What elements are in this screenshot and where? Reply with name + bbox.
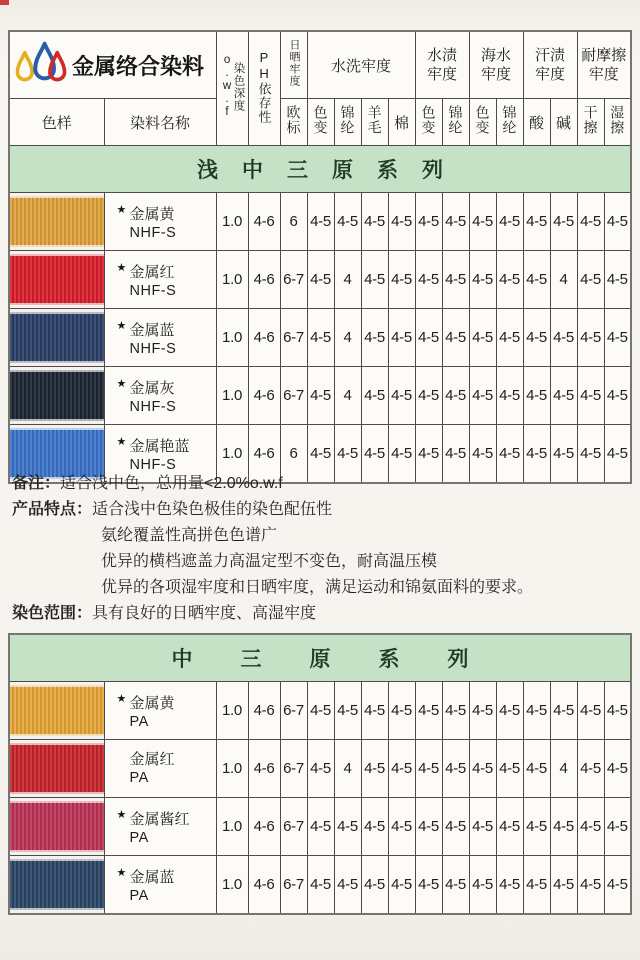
fastness-value: 4-5 (577, 740, 604, 798)
dye-name-cell (104, 798, 216, 856)
dye-row (9, 682, 631, 740)
fastness-value: 4-5 (415, 251, 442, 309)
brand-logo-droplets-icon (10, 39, 72, 91)
fastness-value: 4-5 (442, 798, 469, 856)
fastness-value: 4-5 (469, 193, 496, 251)
col-header-sweat-alkali: 碱 (550, 99, 577, 146)
col-header-sweat-acid: 酸 (523, 99, 550, 146)
col-header-sample: 色样 (9, 99, 104, 146)
star-icon: ★ (116, 319, 127, 332)
fabric-color-swatch (10, 801, 104, 852)
fastness-value: 4-5 (334, 856, 361, 915)
note-range (12, 601, 628, 627)
fastness-value: 6 (280, 193, 307, 251)
color-swatch-cell (9, 309, 104, 367)
fastness-value: 4-5 (307, 856, 334, 915)
dye-name-cell (104, 682, 216, 740)
fastness-value: 4-6 (248, 193, 280, 251)
fastness-value: 1.0 (216, 682, 248, 740)
dye-name-cell (104, 740, 216, 798)
star-icon: ★ (116, 203, 127, 216)
fastness-value: 4-5 (442, 425, 469, 484)
fastness-value: 4-5 (388, 251, 415, 309)
dye-name-cell (104, 193, 216, 251)
dye-code: NHF-S (129, 398, 177, 415)
note-feature-line: 优异的横档遮盖力高温定型不变色，耐高温压模 (101, 553, 438, 570)
dye-name-cell (104, 309, 216, 367)
col-header-water-shade: 色变 (415, 99, 442, 146)
note-remark (12, 471, 628, 497)
fastness-value: 4-5 (334, 193, 361, 251)
col-header-ph: PH依存性 (248, 31, 280, 146)
fastness-value: 4-5 (469, 367, 496, 425)
fastness-value: 4-5 (469, 856, 496, 915)
fastness-value: 4-5 (577, 193, 604, 251)
dye-row (9, 740, 631, 798)
fastness-value: 4-5 (469, 740, 496, 798)
fastness-value: 4-5 (361, 682, 388, 740)
fabric-color-swatch (10, 370, 104, 421)
fastness-value: 4-5 (415, 682, 442, 740)
fastness-value: 4-5 (361, 856, 388, 915)
fastness-table-light-medium-series (8, 30, 632, 484)
fastness-value: 4-5 (523, 682, 550, 740)
dye-name: 金属红 (129, 750, 175, 768)
dye-name: ★ 金属红 (117, 259, 216, 282)
dye-row (9, 193, 631, 251)
fastness-value: 4-5 (415, 193, 442, 251)
fastness-value: 4-5 (523, 798, 550, 856)
fastness-value: 4-5 (307, 682, 334, 740)
note-range-text: 具有良好的日晒牢度、高湿牢度 (92, 605, 317, 622)
fastness-value: 4-5 (604, 682, 631, 740)
col-header-wash-cotton: 棉 (388, 99, 415, 146)
color-swatch-cell (9, 251, 104, 309)
col-header-depth: 染色深度o.w.f (216, 31, 248, 146)
fastness-value: 4-5 (550, 682, 577, 740)
dye-row (9, 798, 631, 856)
color-swatch-cell (9, 798, 104, 856)
fastness-value: 4-5 (523, 740, 550, 798)
fastness-value: 4-5 (361, 425, 388, 484)
fastness-value: 4-5 (496, 367, 523, 425)
dye-name: ★ 金属艳蓝 (117, 433, 216, 456)
fastness-value: 4-5 (523, 425, 550, 484)
star-icon: ★ (116, 377, 127, 390)
fastness-value: 4-5 (523, 856, 550, 915)
dye-code: NHF-S (129, 282, 177, 299)
fastness-value: 4-5 (361, 251, 388, 309)
fabric-color-swatch (10, 312, 104, 363)
color-swatch-cell (9, 740, 104, 798)
fastness-value: 1.0 (216, 798, 248, 856)
fastness-value: 4-5 (307, 425, 334, 484)
fastness-value: 4-5 (604, 798, 631, 856)
fastness-value: 4-5 (577, 367, 604, 425)
fastness-value: 4-5 (523, 193, 550, 251)
fabric-color-swatch (10, 685, 104, 736)
col-header-eu-standard: 欧标 (280, 99, 307, 146)
fastness-value: 6-7 (280, 309, 307, 367)
series-banner-light-medium: 浅中三原系列 (9, 146, 631, 193)
color-swatch-cell (9, 856, 104, 915)
fastness-value: 1.0 (216, 740, 248, 798)
fastness-value: 4-5 (577, 251, 604, 309)
scan-artifact (0, 0, 9, 5)
col-header-wash-shade: 色变 (307, 99, 334, 146)
brand-title: 金属络合染料 (72, 53, 205, 79)
fastness-value: 1.0 (216, 856, 248, 915)
col-header-water-nylon: 锦纶 (442, 99, 469, 146)
fastness-value: 4-5 (388, 425, 415, 484)
fastness-value: 4-5 (577, 425, 604, 484)
dye-row (9, 309, 631, 367)
fastness-value: 4-5 (415, 309, 442, 367)
fastness-value: 6-7 (280, 856, 307, 915)
note-range-label: 染色范围： (12, 605, 93, 622)
fastness-value: 4-5 (334, 798, 361, 856)
fastness-value: 4-5 (307, 309, 334, 367)
fastness-value: 4-5 (496, 425, 523, 484)
fastness-value: 4-6 (248, 740, 280, 798)
fastness-value: 1.0 (216, 367, 248, 425)
fastness-value: 4-5 (442, 193, 469, 251)
col-group-water: 水渍牢度 (415, 31, 469, 99)
fastness-value: 4 (334, 251, 361, 309)
col-header-rub-wet: 湿擦 (604, 99, 631, 146)
dye-row (9, 856, 631, 915)
star-icon: ★ (116, 692, 127, 705)
fastness-value: 1.0 (216, 309, 248, 367)
col-header-wash-wool: 羊毛 (361, 99, 388, 146)
dye-name: ★ 金属黄 (117, 690, 216, 713)
series-banner-medium: 中三原系列 (9, 634, 631, 682)
dye-code: NHF-S (129, 456, 177, 473)
fastness-value: 4-5 (388, 193, 415, 251)
fastness-value: 4-5 (442, 367, 469, 425)
fastness-value: 4-5 (469, 309, 496, 367)
fastness-value: 4-5 (307, 251, 334, 309)
brand-header (9, 31, 216, 99)
fastness-value: 4-5 (523, 367, 550, 425)
fastness-value: 4-6 (248, 367, 280, 425)
note-remark-text: 适合浅中色，总用量<2.0%o.w.f (60, 475, 283, 492)
star-icon: ★ (116, 808, 127, 821)
fastness-value: 4 (334, 309, 361, 367)
col-header-sea-shade: 色变 (469, 99, 496, 146)
fastness-value: 4-5 (361, 740, 388, 798)
fastness-value: 6-7 (280, 367, 307, 425)
col-group-seawater: 海水牢度 (469, 31, 523, 99)
fastness-value: 4-5 (307, 367, 334, 425)
col-header-rub-dry: 干擦 (577, 99, 604, 146)
dye-code: NHF-S (129, 224, 177, 241)
dye-name: ★ 金属黄 (117, 201, 216, 224)
series-banner-row (9, 634, 631, 682)
fastness-value: 4-5 (496, 682, 523, 740)
fastness-value: 4-5 (334, 682, 361, 740)
col-group-perspiration: 汗渍牢度 (523, 31, 577, 99)
note-features-label: 产品特点： (12, 501, 93, 518)
fastness-value: 4-5 (334, 425, 361, 484)
fastness-value: 1.0 (216, 193, 248, 251)
fastness-value: 4-5 (469, 682, 496, 740)
dye-row (9, 367, 631, 425)
dye-row (9, 251, 631, 309)
fastness-value: 4-5 (604, 740, 631, 798)
col-group-washing: 水洗牢度 (307, 31, 415, 99)
dye-code: PA (129, 829, 149, 846)
star-icon: ★ (116, 866, 127, 879)
fastness-value: 4 (334, 740, 361, 798)
fastness-value: 4-5 (415, 367, 442, 425)
fastness-value: 4-6 (248, 309, 280, 367)
fastness-value: 4-5 (550, 425, 577, 484)
fastness-value: 6-7 (280, 798, 307, 856)
fastness-value: 4-5 (388, 740, 415, 798)
series-banner-row (9, 146, 631, 193)
fastness-value: 4-5 (604, 367, 631, 425)
fastness-value: 4-5 (469, 425, 496, 484)
fastness-value: 4-5 (307, 798, 334, 856)
fastness-value: 4-5 (442, 309, 469, 367)
fabric-color-swatch (10, 859, 104, 910)
fastness-value: 4-5 (496, 193, 523, 251)
fastness-value: 4-6 (248, 856, 280, 915)
fastness-value: 6-7 (280, 682, 307, 740)
fastness-value: 4-5 (550, 798, 577, 856)
dye-name: ★ 金属蓝 (117, 864, 216, 887)
fastness-value: 6 (280, 425, 307, 484)
dye-code: PA (129, 713, 149, 730)
fastness-value: 4-5 (388, 682, 415, 740)
fabric-color-swatch (10, 196, 104, 247)
fastness-value: 4-5 (388, 856, 415, 915)
fastness-value: 4-5 (496, 309, 523, 367)
fastness-value: 4-5 (307, 740, 334, 798)
fastness-value: 4-5 (550, 309, 577, 367)
fastness-value: 4-5 (604, 309, 631, 367)
fastness-value: 4 (334, 367, 361, 425)
fastness-value: 6-7 (280, 251, 307, 309)
fabric-color-swatch (10, 743, 104, 794)
fastness-value: 4-5 (577, 856, 604, 915)
fastness-value: 4-5 (415, 856, 442, 915)
fastness-value: 4-5 (496, 740, 523, 798)
fastness-value: 4-5 (415, 425, 442, 484)
dye-name: ★ 金属酱红 (117, 806, 216, 829)
fastness-value: 4-6 (248, 682, 280, 740)
note-feature-line: 优异的各项湿牢度和日晒牢度，满足运动和锦氨面料的要求。 (101, 579, 534, 596)
fastness-value: 1.0 (216, 425, 248, 484)
notes-section (12, 471, 628, 627)
fastness-value: 4-6 (248, 251, 280, 309)
fastness-value: 4-5 (361, 798, 388, 856)
col-group-rubbing: 耐摩擦牢度 (577, 31, 631, 99)
dye-name: ★ 金属灰 (117, 375, 216, 398)
dye-name-cell (104, 856, 216, 915)
fastness-value: 4-5 (442, 682, 469, 740)
note-feature-line: 适合浅中色染色极佳的染色配伍性 (92, 501, 333, 518)
col-header-wash-nylon: 锦纶 (334, 99, 361, 146)
note-remark-label: 备注： (12, 475, 61, 492)
fastness-value: 4-5 (388, 309, 415, 367)
color-swatch-cell (9, 193, 104, 251)
fastness-value: 4-5 (604, 425, 631, 484)
fastness-value: 4-5 (604, 856, 631, 915)
dye-code: NHF-S (129, 340, 177, 357)
fastness-value: 4-5 (361, 193, 388, 251)
note-feature-line: 氨纶覆盖性高拼色色谱广 (101, 527, 278, 544)
fastness-value: 4-5 (577, 309, 604, 367)
fastness-value: 4-5 (442, 251, 469, 309)
fastness-value: 4-5 (550, 193, 577, 251)
fastness-value: 4-5 (523, 309, 550, 367)
fastness-value: 4-5 (550, 856, 577, 915)
fastness-value: 4-5 (415, 740, 442, 798)
fastness-value: 4-5 (415, 798, 442, 856)
dye-name: ★ 金属蓝 (117, 317, 216, 340)
star-icon: ★ (116, 261, 127, 274)
fastness-value: 1.0 (216, 251, 248, 309)
fastness-value: 4-5 (361, 367, 388, 425)
fastness-value: 4-5 (361, 309, 388, 367)
fastness-value: 4-5 (577, 798, 604, 856)
fastness-value: 4-6 (248, 425, 280, 484)
fastness-value: 4-5 (496, 251, 523, 309)
dye-code: PA (129, 769, 149, 786)
dye-name-cell (104, 251, 216, 309)
fastness-value: 4-5 (604, 193, 631, 251)
fastness-value: 4 (550, 251, 577, 309)
star-icon: ★ (116, 435, 127, 448)
col-header-sea-nylon: 锦纶 (496, 99, 523, 146)
color-swatch-cell (9, 682, 104, 740)
fastness-value: 4-5 (496, 798, 523, 856)
fastness-value: 4-5 (307, 193, 334, 251)
fabric-color-swatch (10, 254, 104, 305)
dye-name-cell (104, 367, 216, 425)
color-swatch-cell (9, 367, 104, 425)
fastness-value: 4-5 (496, 856, 523, 915)
fastness-value: 4-5 (442, 856, 469, 915)
fastness-value: 4-5 (388, 367, 415, 425)
fastness-value: 6-7 (280, 740, 307, 798)
fastness-value: 4-5 (469, 798, 496, 856)
fastness-value: 4-5 (523, 251, 550, 309)
fastness-table-medium-series (8, 633, 632, 915)
col-group-sunlight: 日晒牢度 (280, 31, 307, 99)
fastness-value: 4-5 (550, 367, 577, 425)
col-header-dye-name: 染料名称 (104, 99, 216, 146)
fastness-value: 4-6 (248, 798, 280, 856)
fastness-value: 4-5 (388, 798, 415, 856)
fastness-value: 4-5 (604, 251, 631, 309)
fastness-value: 4-5 (442, 740, 469, 798)
fastness-value: 4-5 (469, 251, 496, 309)
note-features (12, 497, 628, 523)
dye-code: PA (129, 887, 149, 904)
fastness-value: 4 (550, 740, 577, 798)
fastness-value: 4-5 (577, 682, 604, 740)
